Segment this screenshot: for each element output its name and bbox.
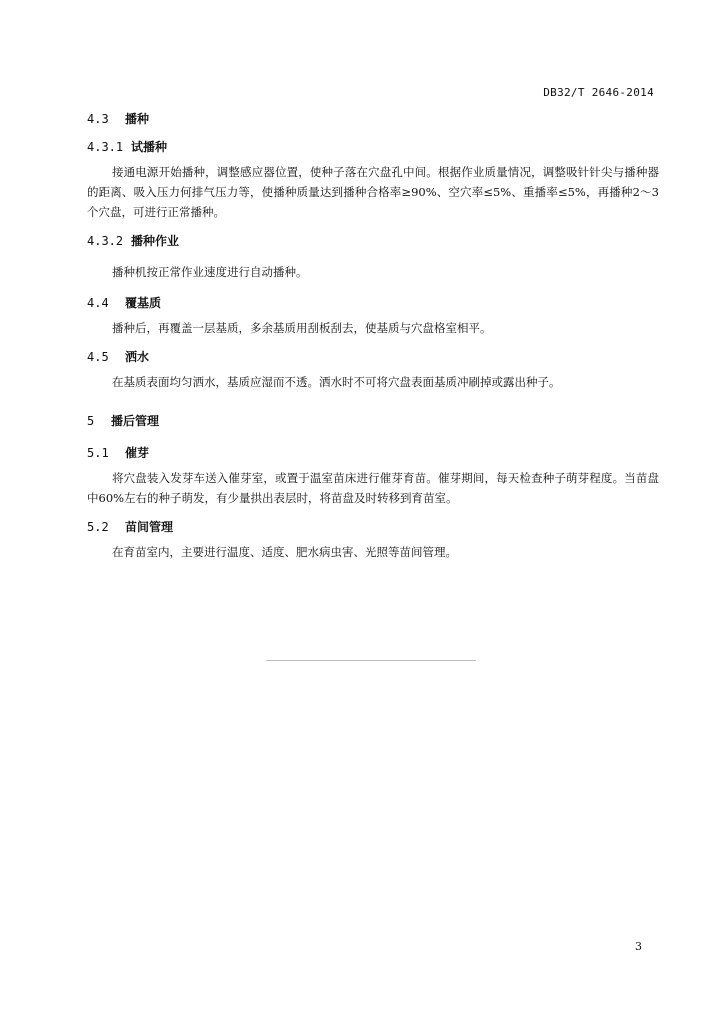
section-number: 5.2	[87, 520, 109, 534]
heading-4-3-1	[87, 138, 659, 156]
section-title: 苗间管理	[125, 520, 174, 534]
heading-5-2	[87, 518, 659, 536]
heading-4-4	[87, 294, 659, 312]
section-title: 覆基质	[125, 296, 162, 310]
section-number: 4.3	[87, 112, 109, 126]
section-title: 播种	[125, 112, 150, 126]
heading-5-1	[87, 444, 659, 462]
section-number: 5.1	[87, 446, 109, 460]
paragraph-4-3-2: 播种机按正常作业速度进行自动播种。	[112, 265, 308, 279]
heading-4-3	[87, 110, 659, 128]
section-title: 洒水	[125, 350, 150, 364]
paragraph-4-3-1: 接通电源开始播种，调整感应器位置，使种子落在穴盘孔中间。根据作业质量情况，调整吸针针尖与播种器的距离、吸入压力何排气压力等，使播种质量达到播种合格率≥90%、空穴率≤5%、重播率≤5%，再播种2～3个穴盘，可进行正常播种。	[87, 165, 659, 219]
paragraph-4-5: 在基质表面均匀洒水，基质应湿而不透。洒水时不可将穴盘表面基质冲刷掉或露出种子。	[112, 375, 561, 389]
section-title: 试播种	[131, 140, 168, 154]
section-title: 播种作业	[131, 234, 180, 248]
document-body	[87, 110, 659, 562]
section-number: 4.3.2	[87, 234, 124, 248]
paragraph-4-4: 播种后，再覆盖一层基质，多余基质用刮板刮去，使基质与穴盘格室相平。	[112, 321, 492, 335]
paragraph-5-1: 将穴盘装入发芽车送入催芽室，或置于温室苗床进行催芽育苗。催芽期间，每天检查种子萌芽程度。当苗盘中60%左右的种子萌发，有少量拱出表层时，将苗盘及时转移到育苗室。	[87, 471, 659, 505]
end-divider	[266, 660, 476, 661]
section-title: 播后管理	[111, 414, 160, 428]
heading-4-3-2	[87, 232, 659, 250]
heading-5	[87, 412, 659, 430]
section-number: 4.4	[87, 296, 109, 310]
section-number: 4.5	[87, 350, 109, 364]
section-number: 5	[87, 414, 95, 428]
document-code: DB32/T 2646-2014	[543, 86, 654, 99]
paragraph-5-2: 在育苗室内，主要进行温度、适度、肥水病虫害、光照等苗间管理。	[112, 545, 457, 559]
page-number: 3	[635, 940, 642, 953]
heading-4-5	[87, 348, 659, 366]
section-number: 4.3.1	[87, 140, 124, 154]
section-title: 催芽	[125, 446, 150, 460]
